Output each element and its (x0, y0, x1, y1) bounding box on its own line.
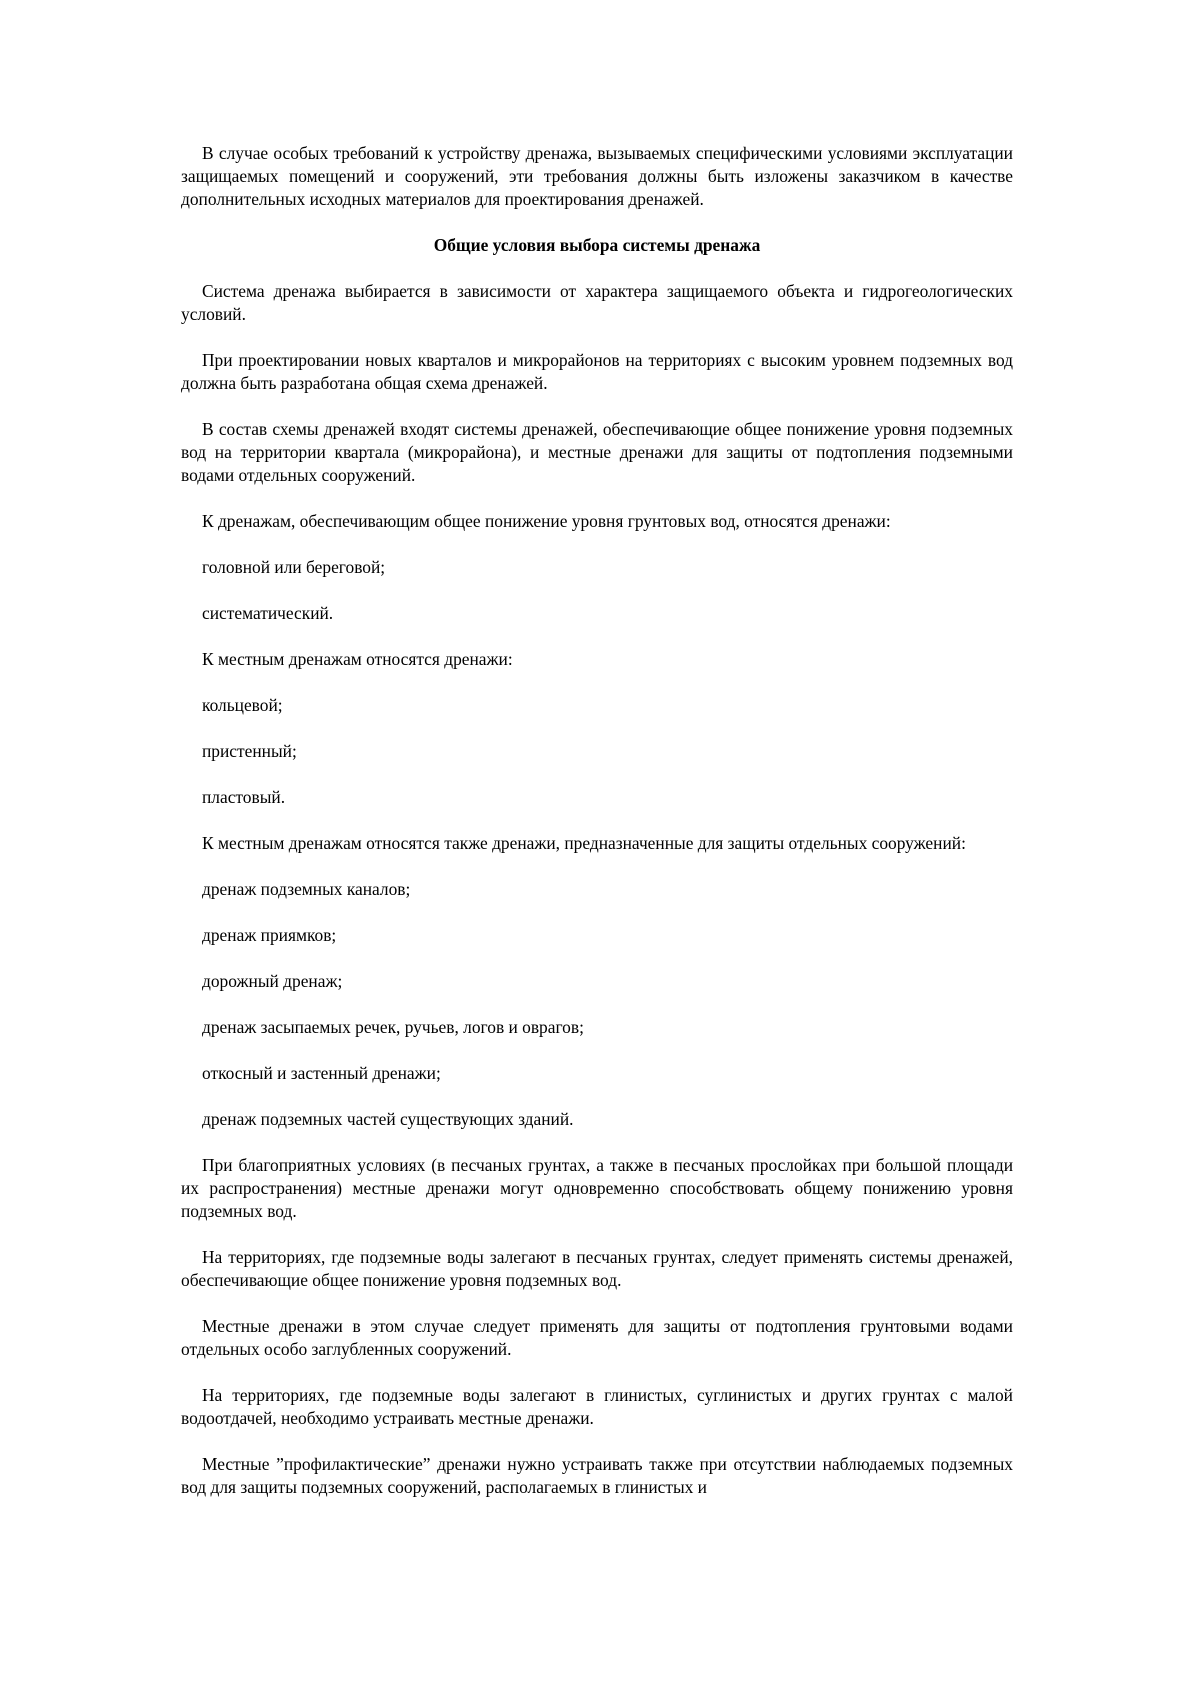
paragraph-system-choice: Система дренажа выбирается в зависимости от характера защищаемого объекта и гидрогеологических условий. (181, 281, 1013, 324)
list-item: пластовый. (202, 787, 286, 807)
list-item: дренаж подземных каналов; (202, 879, 411, 899)
list-item: дренаж приямков; (202, 925, 337, 945)
paragraph-local-drainage-types: К местным дренажам относятся дренажи: (202, 649, 513, 669)
document-page (181, 142, 1013, 1522)
paragraph-local-drainage-structures: К местным дренажам относятся также дренажи, предназначенные для защиты отдельных сооружений: (202, 833, 966, 853)
list-item: пристенный; (202, 741, 297, 761)
list-item: головной или береговой; (202, 557, 386, 577)
paragraph-new-districts: При проектировании новых кварталов и микрорайонов на территориях с высоким уровнем подземных вод должна быть разработана общая схема дренажей. (181, 350, 1013, 393)
list-item: дорожный дренаж; (202, 971, 343, 991)
paragraph-general-drainage-types: К дренажам, обеспечивающим общее понижение уровня грунтовых вод, относятся дренажи: (202, 511, 891, 531)
list-item: откосный и застенный дренажи; (202, 1063, 441, 1083)
paragraph-favorable-conditions: При благоприятных условиях (в песчаных грунтах, а также в песчаных прослойках при большой площади их распространения) местные дренажи могут одновременно способствовать общему понижению уровня подземных вод. (181, 1155, 1013, 1221)
list-item: кольцевой; (202, 695, 283, 715)
paragraph-sandy-soils: На территориях, где подземные воды залегают в песчаных грунтах, следует применять системы дренажей, обеспечивающие общее понижение уровня подземных вод. (181, 1247, 1013, 1290)
paragraph-scheme-composition: В состав схемы дренажей входят системы дренажей, обеспечивающие общее понижение уровня подземных вод на территории квартала (микрорайона), и местные дренажи для защиты от подтопления подземными водами отдельных сооружений. (181, 419, 1013, 485)
paragraph-special-requirements: В случае особых требований к устройству дренажа, вызываемых специфическими условиями эксплуатации защищаемых помещений и сооружений, эти требования должны быть изложены заказчиком в качестве дополнительных исходных материалов для проектирования дренажей. (181, 143, 1013, 209)
section-heading: Общие условия выбора системы дренажа (433, 235, 761, 255)
paragraph-preventive-drainage: Местные ”профилактические” дренажи нужно устраивать также при отсутствии наблюдаемых подземных вод для защиты подземных сооружений, располагаемых в глинистых и (181, 1454, 1013, 1497)
list-item: дренаж засыпаемых речек, ручьев, логов и оврагов; (202, 1017, 584, 1037)
paragraph-local-drainage-usage: Местные дренажи в этом случае следует применять для защиты от подтопления грунтовыми водами отдельных особо заглубленных сооружений. (181, 1316, 1013, 1359)
paragraph-clay-soils: На территориях, где подземные воды залегают в глинистых, суглинистых и других грунтах с малой водоотдачей, необходимо устраивать местные дренажи. (181, 1385, 1013, 1428)
list-item: дренаж подземных частей существующих зданий. (202, 1109, 574, 1129)
list-item: систематический. (202, 603, 334, 623)
